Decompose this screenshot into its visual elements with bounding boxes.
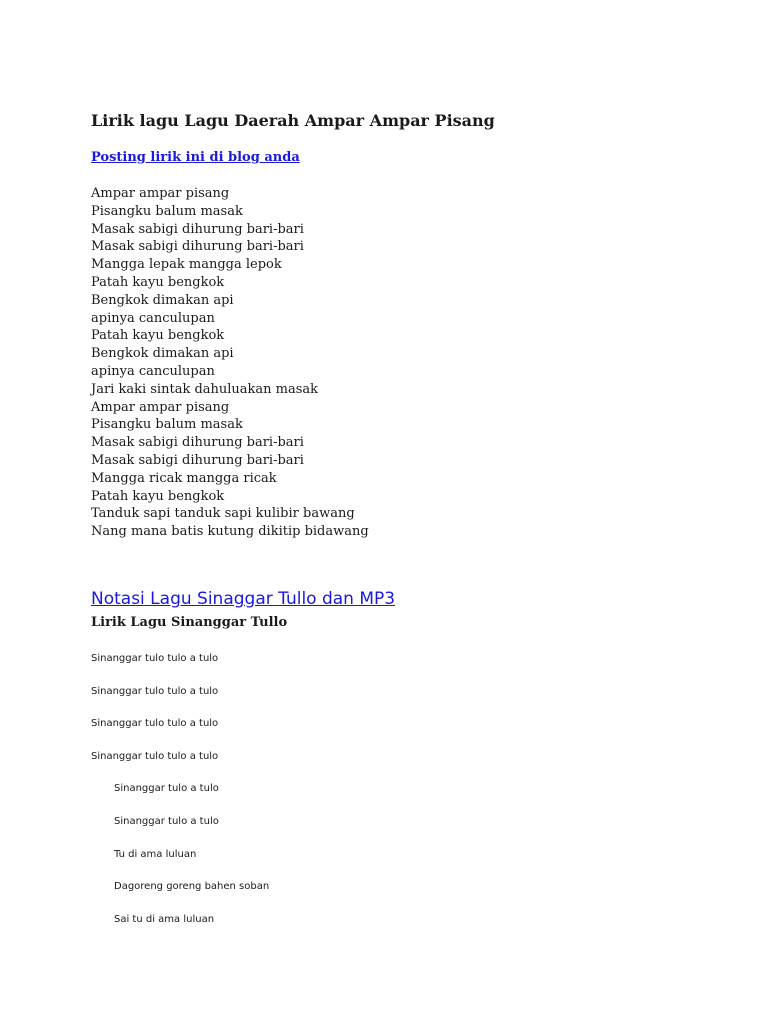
lyric-line: Masak sabigi dihurung bari-bari (91, 452, 304, 468)
lyric-line: Tu di ama luluan (114, 848, 197, 860)
post-lyrics-link[interactable]: Posting lirik ini di blog anda (91, 150, 300, 165)
song-subtitle: Lirik Lagu Sinanggar Tullo (91, 615, 288, 630)
lyric-line: Sai tu di ama luluan (114, 913, 215, 925)
lyric-line: Tanduk sapi tanduk sapi kulibir bawang (91, 506, 355, 522)
notation-song-link[interactable]: Notasi Lagu Sinaggar Tullo dan MP3 (91, 589, 396, 609)
lyric-line: Mangga lepak mangga lepok (91, 257, 282, 273)
lyric-line: Ampar ampar pisang (91, 186, 230, 201)
lyric-line: Dagoreng goreng bahen soban (114, 881, 270, 893)
lyric-line: apinya canculupan (91, 310, 215, 326)
lyric-line: Sinanggar tulo a tulo (114, 815, 219, 827)
lyric-line: Patah kayu bengkok (91, 328, 225, 344)
lyric-line: Patah kayu bengkok (91, 274, 225, 290)
lyric-line: Patah kayu bengkok (91, 488, 225, 504)
lyric-line: Sinanggar tulo a tulo (114, 783, 219, 795)
lyric-line: Ampar ampar pisang (91, 399, 230, 415)
lyric-line: Sinanggar tulo tulo a tulo (91, 685, 219, 697)
lyric-line: Masak sabigi dihurung bari-bari (91, 221, 304, 237)
lyric-line: Sinanggar tulo tulo a tulo (91, 653, 219, 664)
lyrics-sinanggar-tullo (0, 652, 269, 945)
lyric-line: Sinanggar tulo tulo a tulo (91, 718, 219, 730)
lyrics-ampar-ampar-pisang (91, 185, 369, 541)
lyric-line: Bengkok dimakan api (91, 292, 234, 308)
lyric-line: apinya canculupan (91, 363, 215, 379)
lyric-line: Masak sabigi dihurung bari-bari (91, 435, 304, 451)
lyric-line: Pisangku balum masak (91, 203, 243, 219)
lyric-line: Jari kaki sintak dahuluakan masak (91, 381, 319, 397)
song-title: Lirik lagu Lagu Daerah Ampar Ampar Pisang (91, 111, 495, 130)
lyric-line: Mangga ricak mangga ricak (91, 470, 277, 486)
lyric-line: Bengkok dimakan api (91, 346, 234, 362)
lyric-line: Sinanggar tulo tulo a tulo (91, 750, 219, 762)
lyric-line: Nang mana batis kutung dikitip bidawang (91, 524, 369, 540)
lyric-line: Pisangku balum masak (91, 417, 243, 433)
lyric-line: Masak sabigi dihurung bari-bari (91, 239, 304, 255)
